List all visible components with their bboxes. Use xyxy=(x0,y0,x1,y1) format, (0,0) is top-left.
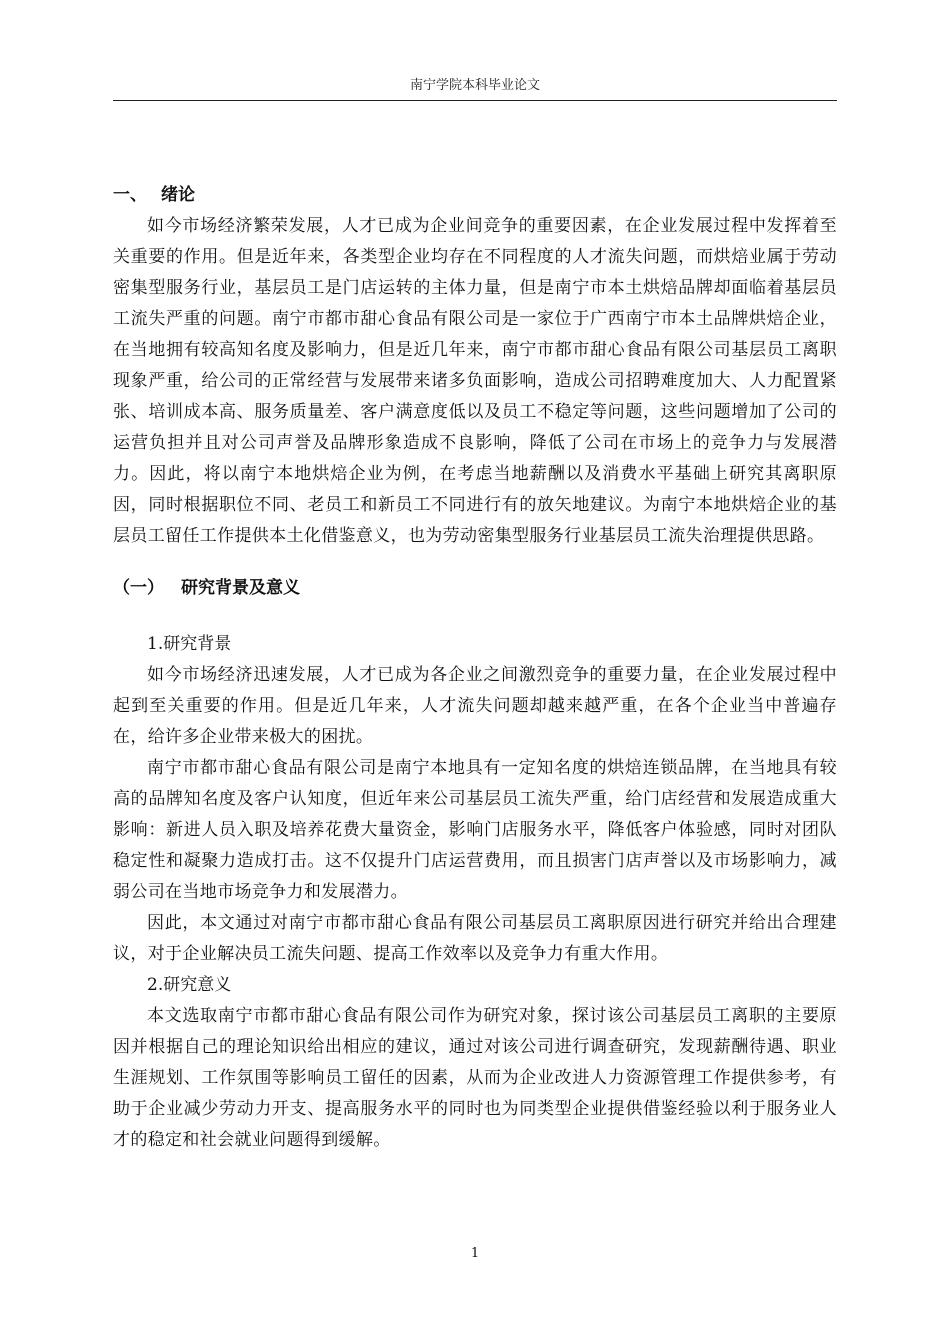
section-number: 一、 xyxy=(113,185,147,205)
document-body xyxy=(113,180,837,1156)
significance-paragraph: 本文选取南宁市都市甜心食品有限公司作为研究对象，探讨该公司基层员工离职的主要原因并根据自己的理论知识给出相应的建议，通过对该公司进行调查研究，发现薪酬待遇、职业生涯规划、工作氛围等影响员工留任的因素，从而为企业改进人力资源管理工作提供参考，有助于企业减少劳动力开支、提高服务水平的同时也为同类型企业提供借鉴经验以利于服务业人才的稳定和社会就业问题得到缓解。 xyxy=(113,1006,837,1150)
subsection-heading xyxy=(113,573,837,604)
section-title: 绪论 xyxy=(161,185,195,205)
subsection-title: 研究背景及意义 xyxy=(181,578,300,598)
page-number: 1 xyxy=(470,1246,480,1261)
intro-paragraph: 如今市场经济繁荣发展，人才已成为企业间竞争的重要因素，在企业发展过程中发挥着至关重要的作用。但是近年来，各类型企业均存在不同程度的人才流失问题，而烘焙业属于劳动密集型服务行业，基层员工是门店运转的主体力量，但是南宁市本土烘焙品牌却面临着基层员工流失严重的问题。南宁市都市甜心食品有限公司是一家位于广西南宁市本土品牌烘焙企业，在当地拥有较高知名度及影响力，但是近几年来，南宁市都市甜心食品有限公司基层员工离职现象严重，给公司的正常经营与发展带来诸多负面影响，造成公司招聘难度加大、人力配置紧张、培训成本高、服务质量差、客户满意度低以及员工不稳定等问题，这些问题增加了公司的运营负担并且对公司声誉及品牌形象造成不良影响，降低了公司在市场上的竞争力与发展潜力。因此，将以南宁本地烘焙企业为例，在考虑当地薪酬以及消费水平基础上研究其离职原因，同时根据职位不同、老员工和新员工不同进行有的放矢地建议。为南宁本地烘焙企业的基层员工留任工作提供本土化借鉴意义，也为劳动密集型服务行业基层员工流失治理提供思路。 xyxy=(113,216,837,546)
background-heading: 1.研究背景 xyxy=(147,634,232,654)
background-paragraph-2: 南宁市都市甜心食品有限公司是南宁本地具有一定知名度的烘焙连锁品牌，在当地具有较高的品牌知名度及客户认知度，但近年来公司基层员工流失严重，给门店经营和发展造成重大影响：新进人员入职及培养花费大量资金，影响门店服务水平，降低客户体验感，同时对团队稳定性和凝聚力造成打击。这不仅提升门店运营费用，而且损害门店声誉以及市场影响力，减弱公司在当地市场竞争力和发展潜力。 xyxy=(113,758,837,902)
section-heading xyxy=(113,180,837,211)
page-header: 南宁学院本科毕业论文 xyxy=(409,78,540,93)
subsection-number: （一） xyxy=(113,578,164,598)
background-paragraph-1: 如今市场经济迅速发展，人才已成为各企业之间激烈竞争的重要力量，在企业发展过程中起到至关重要的作用。但是近几年来，人才流失问题却越来越严重，在各个企业当中普遍存在，给许多企业带来极大的困扰。 xyxy=(113,665,837,747)
significance-heading: 2.研究意义 xyxy=(147,975,232,995)
background-paragraph-3: 因此，本文通过对南宁市都市甜心食品有限公司基层员工离职原因进行研究并给出合理建议，对于企业解决员工流失问题、提高工作效率以及竞争力有重大作用。 xyxy=(113,913,837,964)
header-divider xyxy=(113,100,837,101)
